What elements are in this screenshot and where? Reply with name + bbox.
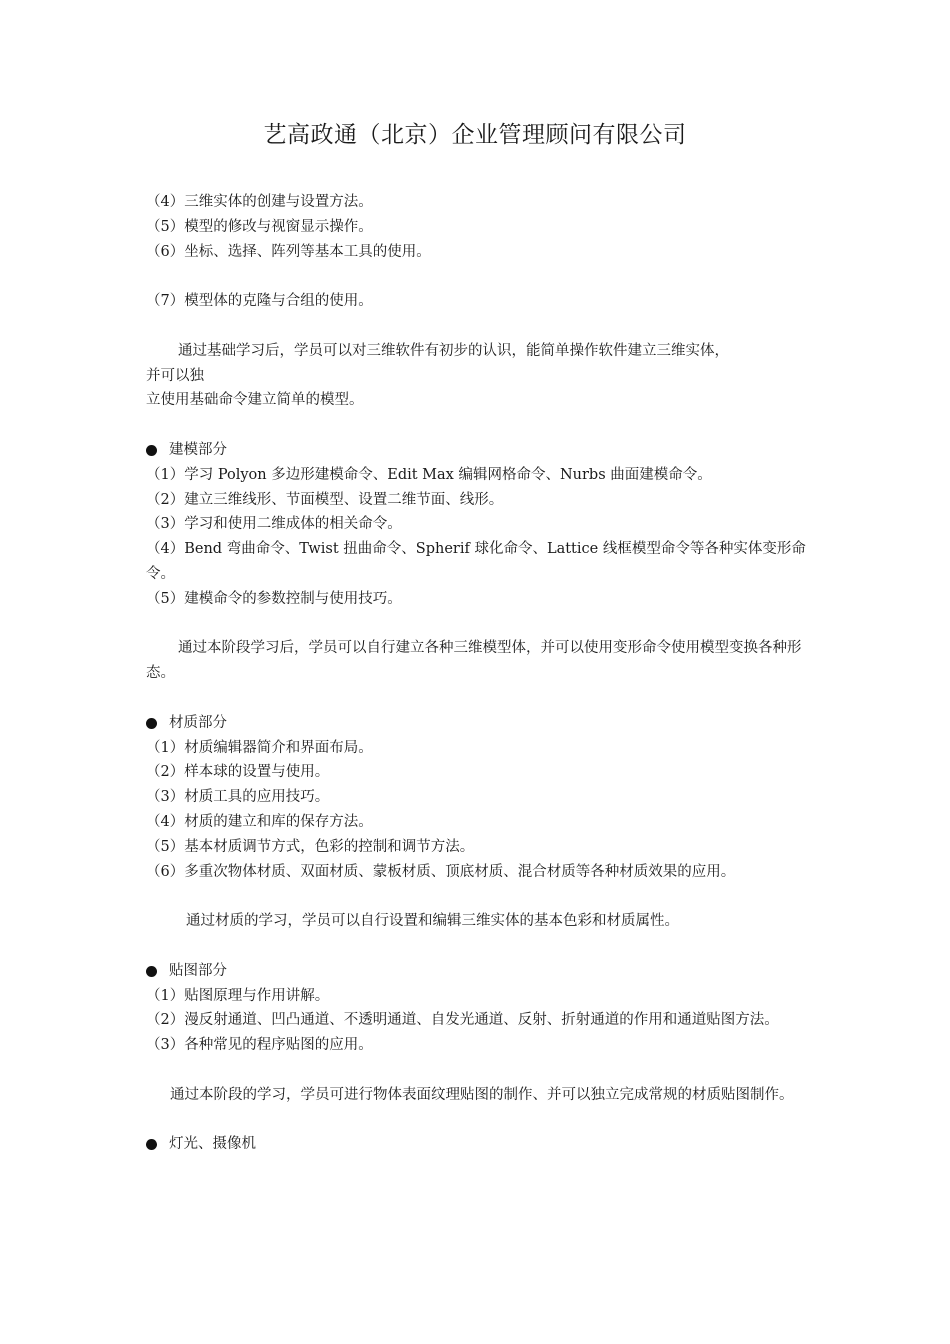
section-heading-text: 材质部分 — [169, 714, 227, 731]
spacer — [146, 1107, 810, 1132]
list-item: （6）多重次物体材质、双面材质、蒙板材质、顶底材质、混合材质等各种材质效果的应用。 — [146, 863, 736, 880]
list-item: （4）三维实体的创建与设置方法。 — [146, 194, 373, 210]
summary-paragraph: 通过基础学习后，学员可以对三维软件有初步的认识，能简单操作软件建立三维实体， — [178, 342, 729, 359]
section-heading-text: 贴图部分 — [169, 962, 227, 979]
list-item: （5）基本材质调节方式，色彩的控制和调节方法。 — [146, 838, 475, 855]
bullet-icon — [146, 1139, 157, 1150]
list-item: （1）学习 Polyon 多边形建模命令、Edit Max 编辑网格命令、Nurbs 曲面建模命令。 — [146, 466, 712, 483]
spacer — [146, 934, 810, 959]
list-item: （6）坐标、选择、阵列等基本工具的使用。 — [146, 243, 431, 260]
list-item: （7）模型体的克隆与合组的使用。 — [146, 293, 373, 310]
bullet-icon — [146, 445, 157, 456]
spacer — [146, 686, 810, 711]
list-item: （3）学习和使用二维成体的相关命令。 — [146, 516, 402, 533]
list-item: （5）模型的修改与视窗显示操作。 — [146, 218, 373, 235]
summary-paragraph: 通过材质的学习，学员可以自行设置和编辑三维实体的基本色彩和材质属性。 — [186, 913, 679, 930]
section-heading-text: 建模部分 — [169, 441, 227, 458]
spacer — [146, 1058, 810, 1083]
list-item: （3）材质工具的应用技巧。 — [146, 789, 330, 806]
summary-paragraph: 通过本阶段学习后，学员可以自行建立各种三维模型体，并可以使用变形命令使用模型变换各种形态。 — [146, 640, 802, 682]
summary-paragraph-cont: 立使用基础命令建立简单的模型。 — [146, 392, 364, 409]
list-item: （2）漫反射通道、凹凸通道、不透明通道、自发光通道、反射、折射通道的作用和通道贴图方法。 — [146, 1012, 779, 1029]
section-heading-modeling — [146, 438, 810, 463]
summary-paragraph: 通过本阶段的学习，学员可进行物体表面纹理贴图的制作、并可以独立完成常规的材质贴图制作。 — [170, 1086, 794, 1103]
spacer — [146, 612, 810, 637]
bullet-icon — [146, 718, 157, 729]
list-item: （2）建立三维线形、节面模型、设置二维节面、线形。 — [146, 491, 504, 508]
page-title: 艺高政通（北京）企业管理顾问有限公司 — [263, 122, 687, 148]
section-heading-lighting — [146, 1132, 810, 1157]
bullet-icon — [146, 966, 157, 977]
document-body — [146, 190, 810, 1157]
list-item: （1）材质编辑器简介和界面布局。 — [146, 739, 373, 756]
list-item: （4）材质的建立和库的保存方法。 — [146, 813, 373, 830]
list-item: （4）Bend 弯曲命令、Twist 扭曲命令、Spherif 球化命令、Lattice 线框模型命令等各种实体变形命令。 — [146, 541, 806, 582]
spacer — [146, 264, 810, 289]
spacer — [146, 314, 810, 339]
summary-paragraph-cont: 并可以独 — [146, 367, 204, 384]
list-item: （5）建模命令的参数控制与使用技巧。 — [146, 590, 402, 607]
spacer — [146, 413, 810, 438]
list-item: （1）贴图原理与作用讲解。 — [146, 987, 330, 1004]
section-heading-material — [146, 711, 810, 736]
list-item: （3）各种常见的程序贴图的应用。 — [146, 1037, 373, 1054]
section-heading-text: 灯光、摄像机 — [169, 1136, 256, 1153]
spacer — [146, 884, 810, 909]
list-item: （2）样本球的设置与使用。 — [146, 764, 330, 781]
section-heading-mapping — [146, 959, 810, 984]
